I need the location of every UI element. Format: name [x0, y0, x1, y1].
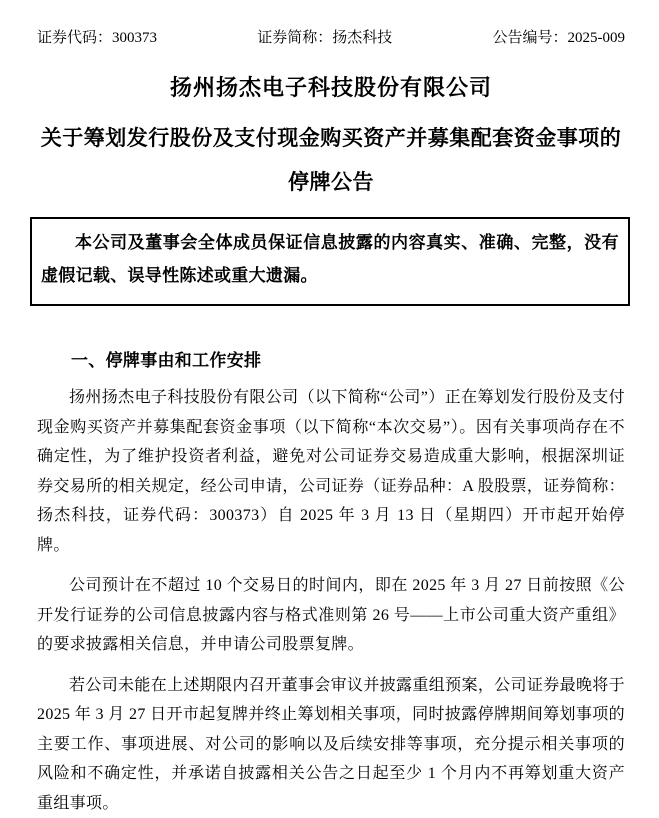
company-name-title: 扬州扬杰电子科技股份有限公司: [37, 75, 625, 101]
body-paragraph-3: 若公司未能在上述期限内召开董事会审议并披露重组预案，公司证券最晚将于 2025 年 3 月 27 日开市起复牌并终止筹划相关事项，同时披露停牌期间筹划事项的主要工作、事项进展、对公司的影响以及后续安排等事项，充分提示相关事项的风险和不确定性，并承诺自披露相关公告之日起至少 1 个月内不再筹划重大资产重组事项。: [37, 671, 625, 818]
document-title-line2: 停牌公告: [37, 169, 625, 196]
body-paragraph-2: 公司预计在不超过 10 个交易日的时间内，即在 2025 年 3 月 27 日前按照《公开发行证券的公司信息披露内容与格式准则第 26 号——上市公司重大资产重组》的要求披露相关信息，并申请公司股票复牌。: [37, 571, 625, 660]
document-meta-row: [37, 28, 625, 48]
stock-code-label: 证券代码：: [37, 30, 112, 46]
stock-code-field: [37, 28, 157, 48]
announcement-number-label: 公告编号：: [492, 30, 567, 46]
stock-code-value: 300373: [112, 30, 157, 46]
disclaimer-box: [30, 217, 630, 306]
stock-short-name-label: 证券简称：: [257, 30, 332, 46]
announcement-number-value: 2025-009: [568, 30, 626, 46]
section-heading: 一、停牌事由和工作安排: [37, 352, 625, 370]
stock-short-name-field: [257, 28, 392, 48]
stock-short-name-value: 扬杰科技: [332, 30, 392, 46]
document-title-line1: 关于筹划发行股份及支付现金购买资产并募集配套资金事项的: [41, 127, 622, 150]
announcement-number-field: [492, 28, 625, 48]
disclaimer-text: 本公司及董事会全体成员保证信息披露的内容真实、准确、完整，没有虚假记载、误导性陈述或重大遗漏。: [41, 226, 619, 292]
body-paragraph-1: 扬州扬杰电子科技股份有限公司（以下简称“公司”）正在筹划发行股份及支付现金购买资产并募集配套资金事项（以下简称“本次交易”）。因有关事项尚存在不确定性，为了维护投资者利益，避免对公司证券交易造成重大影响，根据深圳证券交易所的相关规定，经公司申请，公司证券（证券品种：A 股股票，证券简称：扬杰科技，证券代码：300373）自 2025 年 3 月 13 日（星期四）开市起开始停牌。: [37, 383, 625, 560]
document-title: [37, 125, 625, 196]
